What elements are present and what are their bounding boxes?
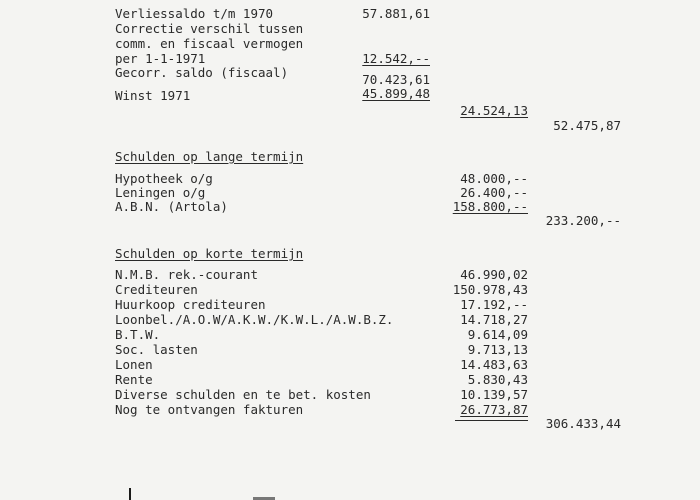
short-term-total: 306.433,44 — [545, 416, 621, 431]
row-amount: 14.483,63 — [460, 357, 528, 372]
row-amount: 26.773,87 — [460, 402, 528, 417]
row-amount: 158.800,-- — [452, 199, 528, 214]
row-amount: 9.713,13 — [467, 342, 528, 357]
double-underline — [455, 420, 528, 421]
row-amount: 17.192,-- — [460, 297, 528, 312]
row-amount: 14.718,27 — [460, 312, 528, 327]
section-heading-long-term: Schulden op lange termijn — [115, 149, 304, 164]
long-term-total: 233.200,-- — [545, 213, 621, 228]
row-label: Lonen — [115, 357, 153, 372]
row-amount: 45.899,48 — [362, 86, 430, 101]
row-label: Hypotheek o/g — [115, 171, 213, 186]
row-amount: 57.881,61 — [362, 6, 430, 21]
row-amount: 10.139,57 — [460, 387, 528, 402]
row-label: Loonbel./A.O.W/A.K.W./K.W.L./A.W.B.Z. — [115, 312, 394, 327]
row-label: Correctie verschil tussen — [115, 21, 304, 36]
row-amount: 9.614,09 — [467, 327, 528, 342]
row-label: Diverse schulden en te bet. kosten — [115, 387, 371, 402]
row-label: Nog te ontvangen fakturen — [115, 402, 304, 417]
row-label: Soc. lasten — [115, 342, 198, 357]
equity-total: 52.475,87 — [553, 118, 621, 133]
row-label: Huurkoop crediteuren — [115, 297, 266, 312]
row-amount: 5.830,43 — [467, 372, 528, 387]
row-amount: 150.978,43 — [452, 282, 528, 297]
row-label: Winst 1971 — [115, 88, 191, 103]
row-amount: 70.423,61 — [362, 72, 430, 87]
row-label: comm. en fiscaal vermogen — [115, 36, 304, 51]
row-label: N.M.B. rek.-courant — [115, 267, 258, 282]
row-amount: 48.000,-- — [460, 171, 528, 186]
pen-mark — [129, 488, 131, 500]
row-label: Gecorr. saldo (fiscaal) — [115, 65, 289, 80]
row-amount: 26.400,-- — [460, 185, 528, 200]
equity-subtotal: 24.524,13 — [460, 103, 528, 118]
row-label: Rente — [115, 372, 153, 387]
row-label: Leningen o/g — [115, 185, 206, 200]
row-label: Verliessaldo t/m 1970 — [115, 6, 274, 21]
row-amount: 46.990,02 — [460, 267, 528, 282]
row-label: Crediteuren — [115, 282, 198, 297]
row-label: A.B.N. (Artola) — [115, 199, 228, 214]
section-heading-short-term: Schulden op korte termijn — [115, 246, 304, 261]
row-label: per 1-1-1971 — [115, 51, 206, 66]
row-amount: 12.542,-- — [362, 51, 430, 66]
row-label: B.T.W. — [115, 327, 161, 342]
